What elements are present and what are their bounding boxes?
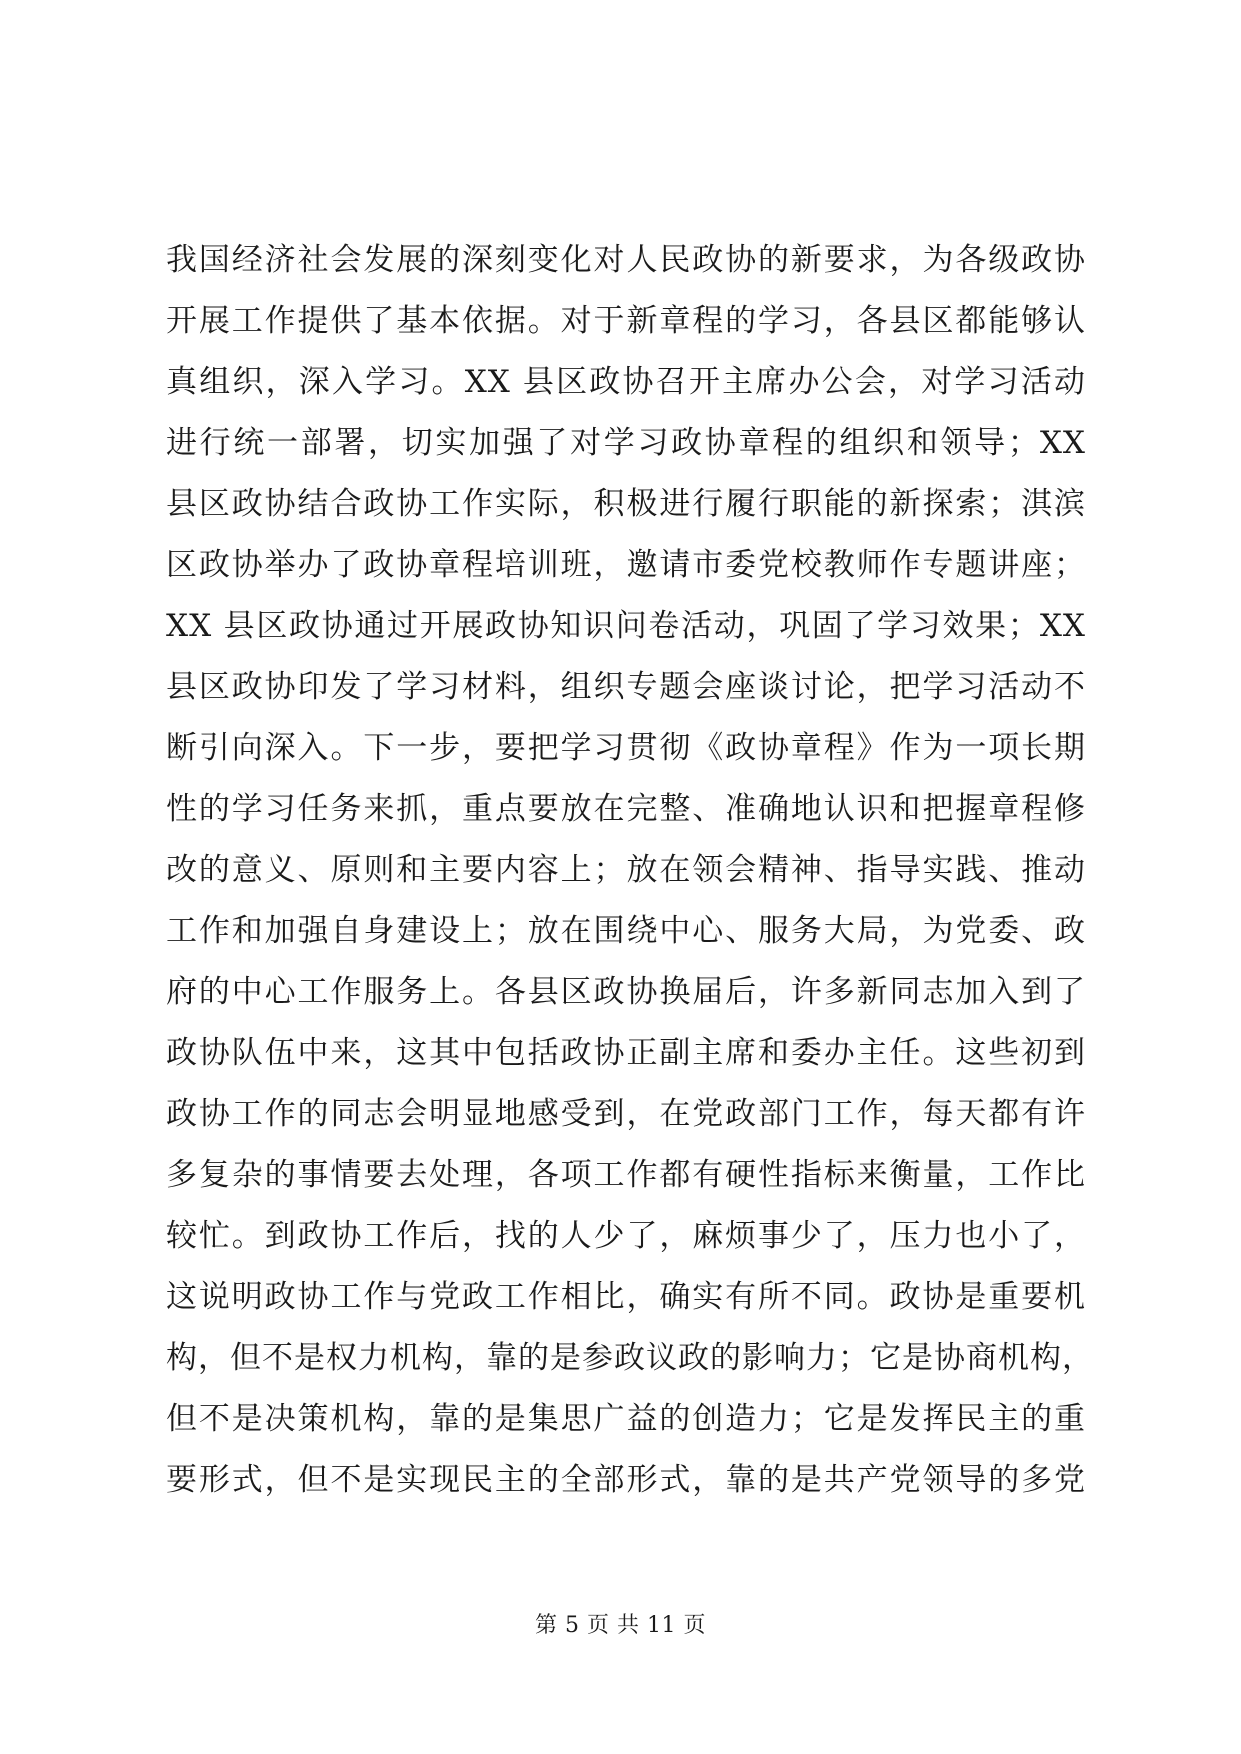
text-line: 构，但不是权力机构，靠的是参政议政的影响力；它是协商机构，	[166, 1340, 1094, 1376]
page-number-footer: 第 5 页 共 11 页	[535, 1613, 706, 1638]
text-line: 政协工作的同志会明显地感受到，在党政部门工作，每天都有许	[166, 1096, 1086, 1132]
text-line: 较忙。到政协工作后，找的人少了，麻烦事少了，压力也小了，	[166, 1218, 1086, 1254]
text-line: 我国经济社会发展的深刻变化对人民政协的新要求，为各级政协	[166, 242, 1086, 278]
text-line: 府的中心工作服务上。各县区政协换届后，许多新同志加入到了	[166, 974, 1086, 1010]
text-line: 多复杂的事情要去处理，各项工作都有硬性指标来衡量，工作比	[166, 1157, 1086, 1193]
text-line: XX 县区政协通过开展政协知识问卷活动，巩固了学习效果；XX	[166, 608, 1086, 644]
text-line: 开展工作提供了基本依据。对于新章程的学习，各县区都能够认	[166, 303, 1086, 339]
text-line: 县区政协结合政协工作实际，积极进行履行职能的新探索；淇滨	[166, 486, 1086, 522]
text-line: 政协队伍中来，这其中包括政协正副主席和委办主任。这些初到	[166, 1035, 1086, 1071]
text-line: 要形式，但不是实现民主的全部形式，靠的是共产党领导的多党	[166, 1462, 1086, 1498]
body-text	[166, 230, 1094, 1511]
text-line: 真组织，深入学习。XX 县区政协召开主席办公会，对学习活动	[166, 364, 1086, 400]
text-line: 区政协举办了政协章程培训班，邀请市委党校教师作专题讲座；	[166, 547, 1086, 583]
text-line: 改的意义、原则和主要内容上；放在领会精神、指导实践、推动	[166, 852, 1086, 888]
text-line: 性的学习任务来抓，重点要放在完整、准确地认识和把握章程修	[166, 791, 1086, 827]
text-line: 进行统一部署，切实加强了对学习政协章程的组织和领导；XX	[166, 425, 1086, 461]
text-line: 但不是决策机构，靠的是集思广益的创造力；它是发挥民主的重	[166, 1401, 1086, 1437]
text-line: 县区政协印发了学习材料，组织专题会座谈讨论，把学习活动不	[166, 669, 1086, 705]
text-line: 工作和加强自身建设上；放在围绕中心、服务大局，为党委、政	[166, 913, 1086, 949]
text-line: 断引向深入。下一步，要把学习贯彻《政协章程》作为一项长期	[166, 730, 1086, 766]
text-line: 这说明政协工作与党政工作相比，确实有所不同。政协是重要机	[166, 1279, 1086, 1315]
